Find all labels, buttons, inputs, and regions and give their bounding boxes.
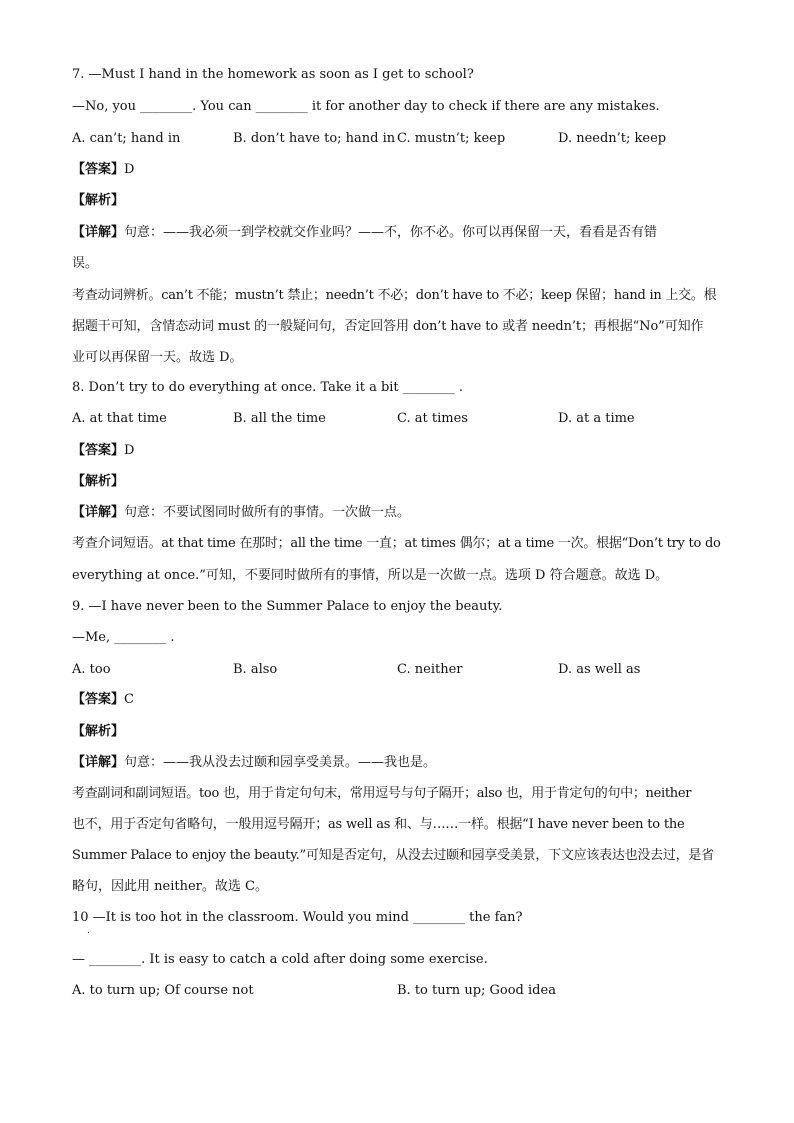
q8-analysis-tag [72, 472, 124, 492]
q8-option-b: B. all the time [233, 411, 326, 426]
q9-explain-line-1: 考查副词和副词短语。too 也，用于肯定句句末，常用逗号与句子隔开；also 也，用于肯定句的句中；neither [72, 786, 692, 801]
q9-option-b: B. also [233, 662, 278, 677]
q7-option-c: C. mustn’t; keep [397, 131, 506, 146]
q8-detail-line-1 [72, 503, 410, 523]
q7-option-b: B. don’t have to; hand in [233, 131, 396, 146]
q9-question: 9. —I have never been to the Summer Palace to enjoy the beauty. [72, 599, 503, 614]
q7-detail-line-2: 误。 [72, 256, 99, 271]
q9-option-d: D. as well as [558, 662, 641, 677]
detail-tag: 【详解】 [72, 505, 125, 520]
q10-number-dot: . [87, 926, 90, 936]
q7-answer: D [124, 162, 135, 177]
q7-answer-line [72, 160, 134, 180]
answer-tag: 【答案】 [72, 443, 125, 458]
analysis-tag: 【解析】 [72, 474, 125, 489]
q9-analysis-tag [72, 722, 124, 742]
q8-option-a: A. at that time [72, 411, 167, 426]
q10-option-b: B. to turn up; Good idea [397, 983, 556, 998]
q8-answer-line [72, 441, 134, 461]
q9-answer: C [124, 692, 134, 707]
q7-explain-line-3: 业可以再保留一天。故选 D。 [72, 350, 243, 365]
analysis-tag: 【解析】 [72, 193, 125, 208]
q9-option-c: C. neither [397, 662, 463, 677]
q7-reply: —No, you ________. You can ________ it for another day to check if there are any mistakes. [72, 99, 660, 114]
q7-option-d: D. needn’t; keep [558, 131, 667, 146]
q8-option-c: C. at times [397, 411, 468, 426]
q7-detail-line-1 [72, 223, 657, 243]
q9-detail-line-1 [72, 753, 436, 773]
q9-explain-line-2: 也不，用于否定句省略句，一般用逗号隔开；as well as 和、与……一样。根据“I have never been to the [72, 817, 685, 832]
q8-detail-text: 句意：不要试图同时做所有的事情。一次做一点。 [124, 505, 411, 520]
q9-explain-line-4: 略句，因此用 neither。故选 C。 [72, 879, 268, 894]
q7-detail-text: 句意：——我必须一到学校就交作业吗？——不，你不必。你可以再保留一天，看看是否有错 [124, 225, 658, 240]
q9-detail-text: 句意：——我从没去过颐和园享受美景。——我也是。 [124, 755, 437, 770]
q7-analysis-tag [72, 191, 124, 211]
q7-option-a: A. can’t; hand in [72, 131, 181, 146]
detail-tag: 【详解】 [72, 755, 125, 770]
answer-tag: 【答案】 [72, 692, 125, 707]
q8-option-d: D. at a time [558, 411, 635, 426]
answer-tag: 【答案】 [72, 162, 125, 177]
q8-explain-line-2: everything at once.”可知，不要同时做所有的事情，所以是一次做一点。选项 D 符合题意。故选 D。 [72, 568, 669, 583]
q10-option-a: A. to turn up; Of course not [72, 983, 254, 998]
q10-reply: — ________. It is easy to catch a cold after doing some exercise. [72, 952, 488, 967]
q7-question: 7. —Must I hand in the homework as soon as I get to school? [72, 67, 474, 82]
q7-explain-line-2: 据题干可知，含情态动词 must 的一般疑问句，否定回答用 don’t have to 或者 needn’t；再根据“No”可知作 [72, 319, 704, 334]
q9-answer-line [72, 690, 134, 710]
detail-tag: 【详解】 [72, 225, 125, 240]
q10-question: 10 —It is too hot in the classroom. Would you mind ________ the fan? [72, 910, 523, 925]
analysis-tag: 【解析】 [72, 724, 125, 739]
q8-question: 8. Don’t try to do everything at once. Take it a bit ________ . [72, 380, 464, 395]
q8-answer: D [124, 443, 135, 458]
q9-explain-line-3: Summer Palace to enjoy the beauty.”可知是否定句，从没去过颐和园享受美景，下文应该表达也没去过，是省 [72, 848, 714, 863]
q9-reply: —Me, ________ . [72, 630, 175, 645]
q9-option-a: A. too [72, 662, 111, 677]
q8-explain-line-1: 考查介词短语。at that time 在那时；all the time 一直；at times 偶尔；at a time 一次。根据“Don’t try to do [72, 536, 721, 551]
q7-explain-line-1: 考查动词辨析。can’t 不能；mustn’t 禁止；needn’t 不必；don’t have to 不必；keep 保留；hand in 上交。根 [72, 288, 717, 303]
